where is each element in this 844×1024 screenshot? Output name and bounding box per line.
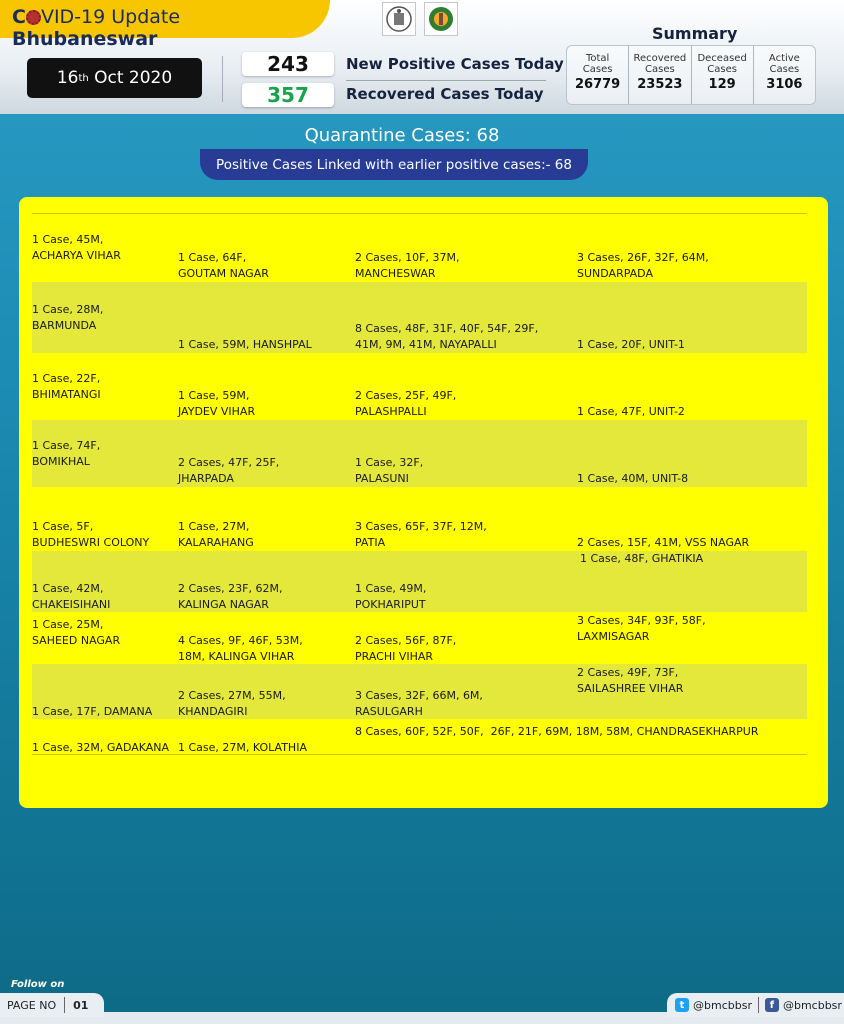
summary-deceased-value: 129 <box>708 77 736 92</box>
summary-deceased <box>692 46 754 104</box>
case-entry <box>32 232 121 264</box>
case-area: POKHARIPUT <box>355 598 426 611</box>
page-number: 01 <box>73 998 89 1012</box>
case-count: 1 Case, 74F, <box>32 439 101 452</box>
case-entry <box>355 321 538 353</box>
table-top-line <box>32 213 807 214</box>
case-entry: 8 Cases, 60F, 52F, 50F, 26F, 21F, 69M, 18M, 58M, CHANDRASEKHARPUR <box>355 725 759 738</box>
case-count: 1 Case, 22F, <box>32 372 101 385</box>
page-number-box <box>0 993 104 1017</box>
recovered-label: Recovered Cases Today <box>346 85 544 103</box>
case-area: SUNDARPADA <box>577 267 653 280</box>
case-area: ACHARYA VIHAR <box>32 249 121 262</box>
case-area: 41M, 9M, 41M, NAYAPALLI <box>355 338 497 351</box>
date-day: 16 <box>56 68 79 88</box>
case-area: PRACHI VIHAR <box>355 650 434 663</box>
case-count: 1 Case, 59M, <box>178 389 250 402</box>
summary-active-value: 3106 <box>766 77 803 92</box>
case-count: 2 Cases, 10F, 37M, <box>355 251 460 264</box>
recovered-count: 357 <box>242 83 334 107</box>
case-count: 3 Cases, 26F, 32F, 64M, <box>577 251 709 264</box>
page-title <box>0 0 330 50</box>
case-count: 1 Case, 64F, <box>178 251 247 264</box>
case-entry <box>355 388 456 420</box>
cases-table <box>19 197 828 808</box>
case-entry <box>355 581 426 613</box>
facebook-handle[interactable]: @bmcbbsr <box>782 998 842 1012</box>
title-city: Bhubaneswar <box>12 28 158 50</box>
case-count: 1 Case, 28M, <box>32 303 104 316</box>
case-entry <box>32 617 120 649</box>
case-count: 2 Cases, 27M, 55M, <box>178 689 286 702</box>
twitter-icon[interactable]: t <box>675 998 689 1012</box>
case-area: GOUTAM NAGAR <box>178 267 269 280</box>
case-area: KALARAHANG <box>178 536 254 549</box>
case-area: 18M, KALINGA VIHAR <box>178 650 295 663</box>
title-middle: VID-19 Update <box>40 6 181 28</box>
case-entry <box>178 688 286 720</box>
case-entry: 1 Case, 48F, GHATIKIA <box>580 552 704 565</box>
case-entry <box>32 302 103 334</box>
case-entry <box>355 250 459 282</box>
summary-active-label2: Cases <box>769 64 800 75</box>
summary-total <box>567 46 629 104</box>
summary-total-value: 26779 <box>575 77 621 92</box>
case-entry: 1 Case, 27M, KOLATHIA <box>178 741 307 754</box>
case-count: 1 Case, 49M, <box>355 582 427 595</box>
case-entry <box>178 455 279 487</box>
case-entry: 1 Case, 59M, HANSHPAL <box>178 338 312 351</box>
case-count: 1 Case, 5F, <box>32 520 94 533</box>
summary-recovered-label2: Cases <box>645 64 675 75</box>
case-entry: 2 Cases, 15F, 41M, VSS NAGAR <box>577 536 750 549</box>
case-count: 1 Case, 42M, <box>32 582 104 595</box>
date-suffix: th <box>78 72 89 84</box>
twitter-handle[interactable]: @bmcbbsr <box>693 998 752 1012</box>
virus-icon <box>26 10 41 25</box>
logos <box>382 2 458 36</box>
case-entry <box>178 633 303 665</box>
social-divider <box>758 997 759 1013</box>
summary-deceased-label2: Cases <box>707 64 737 75</box>
date-display <box>27 58 202 98</box>
case-count: 8 Cases, 48F, 31F, 40F, 54F, 29F, <box>355 322 539 335</box>
follow-on-label: Follow on <box>11 979 65 990</box>
case-area: BOMIKHAL <box>32 455 90 468</box>
case-count: 4 Cases, 9F, 46F, 53M, <box>178 634 303 647</box>
case-count: 2 Cases, 25F, 49F, <box>355 389 457 402</box>
title-prefix: C <box>12 6 26 28</box>
summary-title: Summary <box>652 24 738 43</box>
summary-deceased-label1: Deceased <box>697 53 747 64</box>
case-entry <box>355 633 456 665</box>
case-entry: 1 Case, 17F, DAMANA <box>32 705 153 718</box>
summary-active-label1: Active <box>768 53 800 64</box>
linked-cases-banner: Positive Cases Linked with earlier positive cases:- 68 <box>200 149 588 180</box>
case-entry <box>32 581 110 613</box>
case-count: 3 Cases, 34F, 93F, 58F, <box>577 614 706 627</box>
summary-total-label1: Total <box>585 53 610 64</box>
case-entry <box>355 455 423 487</box>
facebook-icon[interactable]: f <box>765 998 779 1012</box>
case-entry <box>32 438 100 470</box>
case-entry <box>178 388 255 420</box>
case-area: RASULGARH <box>355 705 423 718</box>
case-entry <box>32 519 149 551</box>
header-bar <box>0 0 844 114</box>
new-positive-label: New Positive Cases Today <box>346 55 564 73</box>
case-count: 1 Case, 45M, <box>32 233 104 246</box>
table-bottom-line <box>32 754 807 755</box>
case-area: MANCHESWAR <box>355 267 436 280</box>
case-entry: 1 Case, 40M, UNIT-8 <box>577 472 689 485</box>
summary-recovered-label1: Recovered <box>633 53 687 64</box>
counts-divider <box>346 80 546 81</box>
case-area: SAILASHREE VIHAR <box>577 682 684 695</box>
case-count: 2 Cases, 47F, 25F, <box>178 456 280 469</box>
case-count: 2 Cases, 49F, 73F, <box>577 666 679 679</box>
case-area: PALASUNI <box>355 472 409 485</box>
case-entry: 1 Case, 47F, UNIT-2 <box>577 405 685 418</box>
case-count: 1 Case, 27M, <box>178 520 250 533</box>
header-divider <box>222 56 223 102</box>
case-count: 2 Cases, 23F, 62M, <box>178 582 283 595</box>
case-entry <box>577 250 709 282</box>
summary-box <box>566 45 816 105</box>
new-positive-count: 243 <box>242 52 334 76</box>
case-count: 3 Cases, 32F, 66M, 6M, <box>355 689 483 702</box>
case-count: 1 Case, 25M, <box>32 618 104 631</box>
case-count: 3 Cases, 65F, 37F, 12M, <box>355 520 487 533</box>
case-area: CHAKEISIHANI <box>32 598 111 611</box>
case-entry <box>355 688 483 720</box>
social-links <box>667 993 844 1017</box>
case-count: 2 Cases, 56F, 87F, <box>355 634 457 647</box>
case-count: 1 Case, 32F, <box>355 456 424 469</box>
case-entry <box>577 613 706 645</box>
quarantine-heading: Quarantine Cases: 68 <box>304 125 500 146</box>
case-entry <box>32 371 101 403</box>
page-divider <box>64 997 65 1013</box>
summary-recovered <box>629 46 691 104</box>
odisha-govt-emblem-icon <box>382 2 416 36</box>
summary-active <box>754 46 815 104</box>
case-entry <box>178 519 254 551</box>
bmc-emblem-icon <box>424 2 458 36</box>
case-area: BARMUNDA <box>32 319 97 332</box>
date-rest: Oct 2020 <box>88 68 173 88</box>
case-area: SAHEED NAGAR <box>32 634 121 647</box>
case-area: KHANDAGIRI <box>178 705 248 718</box>
case-area: BUDHESWRI COLONY <box>32 536 150 549</box>
case-entry <box>178 581 282 613</box>
case-entry: 1 Case, 32M, GADAKANA <box>32 741 170 754</box>
case-entry <box>355 519 487 551</box>
case-area: JAYDEV VIHAR <box>178 405 256 418</box>
case-entry <box>178 250 269 282</box>
case-entry: 1 Case, 20F, UNIT-1 <box>577 338 685 351</box>
summary-total-label2: Cases <box>582 64 613 75</box>
case-area: LAXMISAGAR <box>577 630 650 643</box>
page-label: PAGE NO <box>7 998 57 1012</box>
case-area: JHARPADA <box>178 472 234 485</box>
summary-recovered-value: 23523 <box>637 77 683 92</box>
case-area: KALINGA NAGAR <box>178 598 269 611</box>
case-entry <box>577 665 683 697</box>
case-area: PALASHPALLI <box>355 405 427 418</box>
case-area: PATIA <box>355 536 386 549</box>
case-area: BHIMATANGI <box>32 388 101 401</box>
